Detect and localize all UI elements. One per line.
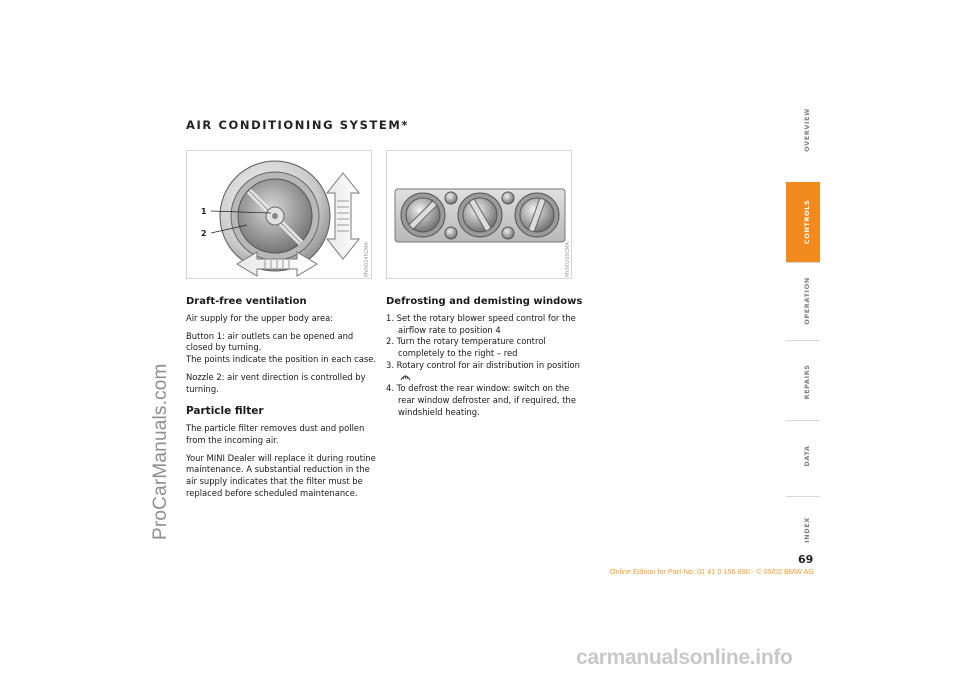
- divider: [786, 496, 820, 497]
- tab-overview[interactable]: OVERVIEW: [786, 98, 820, 162]
- list-item: 4. To defrost the rear window: switch on the rear window defroster and, if required, the windshield heating.: [386, 383, 576, 417]
- list-item: 3. Rotary control for air distribution in position: [386, 360, 586, 383]
- paragraph: Air supply for the upper body area:: [186, 313, 334, 323]
- paragraph-line: The points indicate the position in each case.: [186, 354, 377, 365]
- paragraph-line: Button 1: air outlets can be opened and closed by turning.: [186, 330, 354, 353]
- heading-particle-filter: Particle filter: [186, 405, 264, 418]
- page-title: AIR CONDITIONING SYSTEM*: [186, 118, 410, 132]
- figure-code: MV00200CMA: [565, 242, 571, 277]
- paragraph: Your MINI Dealer will replace it during routine maintenance. A substantial reduction in the air supply indicates that the filter must be replaced before scheduled maintenance.: [186, 452, 376, 498]
- air-vent-figure: [186, 150, 372, 279]
- callout-1: 1: [201, 207, 207, 216]
- tab-controls[interactable]: CONTROLS: [786, 182, 820, 262]
- paragraph: The particle filter removes dust and pollen from the incoming air.: [186, 423, 365, 445]
- tab-data[interactable]: DATA: [786, 428, 820, 484]
- section-sidebar: [786, 98, 820, 543]
- divider: [786, 262, 820, 263]
- list-item: 2. Turn the rotary temperature control completely to the right – red: [386, 336, 546, 359]
- tab-index[interactable]: INDEX: [786, 502, 820, 558]
- list-item: 1. Set the rotary blower speed control for the airflow rate to position 4: [386, 313, 576, 335]
- climate-control-figure: [386, 150, 572, 279]
- page-number: 69: [798, 553, 814, 566]
- footer-watermark: carmanualsonline.info: [576, 646, 793, 669]
- figure-code: MV00245CMA: [364, 242, 370, 277]
- edition-note: Online Edition for Part-No. 01 41 0 156 890 - © 09/02 BMW AG: [609, 567, 814, 576]
- paragraph: Nozzle 2: air vent direction is controlled by turning.: [186, 371, 366, 394]
- divider: [786, 420, 820, 421]
- tab-operation[interactable]: OPERATION: [786, 266, 820, 336]
- windshield-defrost-icon: [400, 372, 411, 381]
- climate-control-illustration: [387, 151, 572, 279]
- callout-2: 2: [201, 229, 207, 238]
- steps-list: [386, 313, 586, 418]
- procarmanuals-watermark: ProCarManuals.com: [150, 363, 171, 540]
- left-column: [186, 295, 378, 505]
- right-column: [386, 295, 586, 418]
- paragraph: [186, 331, 378, 366]
- heading-defrosting: Defrosting and demisting windows: [386, 296, 583, 307]
- tab-repairs[interactable]: REPAIRS: [786, 346, 820, 418]
- divider: [786, 340, 820, 341]
- air-vent-illustration: [187, 151, 372, 279]
- heading-draft-free-ventilation: Draft-free ventilation: [186, 296, 307, 307]
